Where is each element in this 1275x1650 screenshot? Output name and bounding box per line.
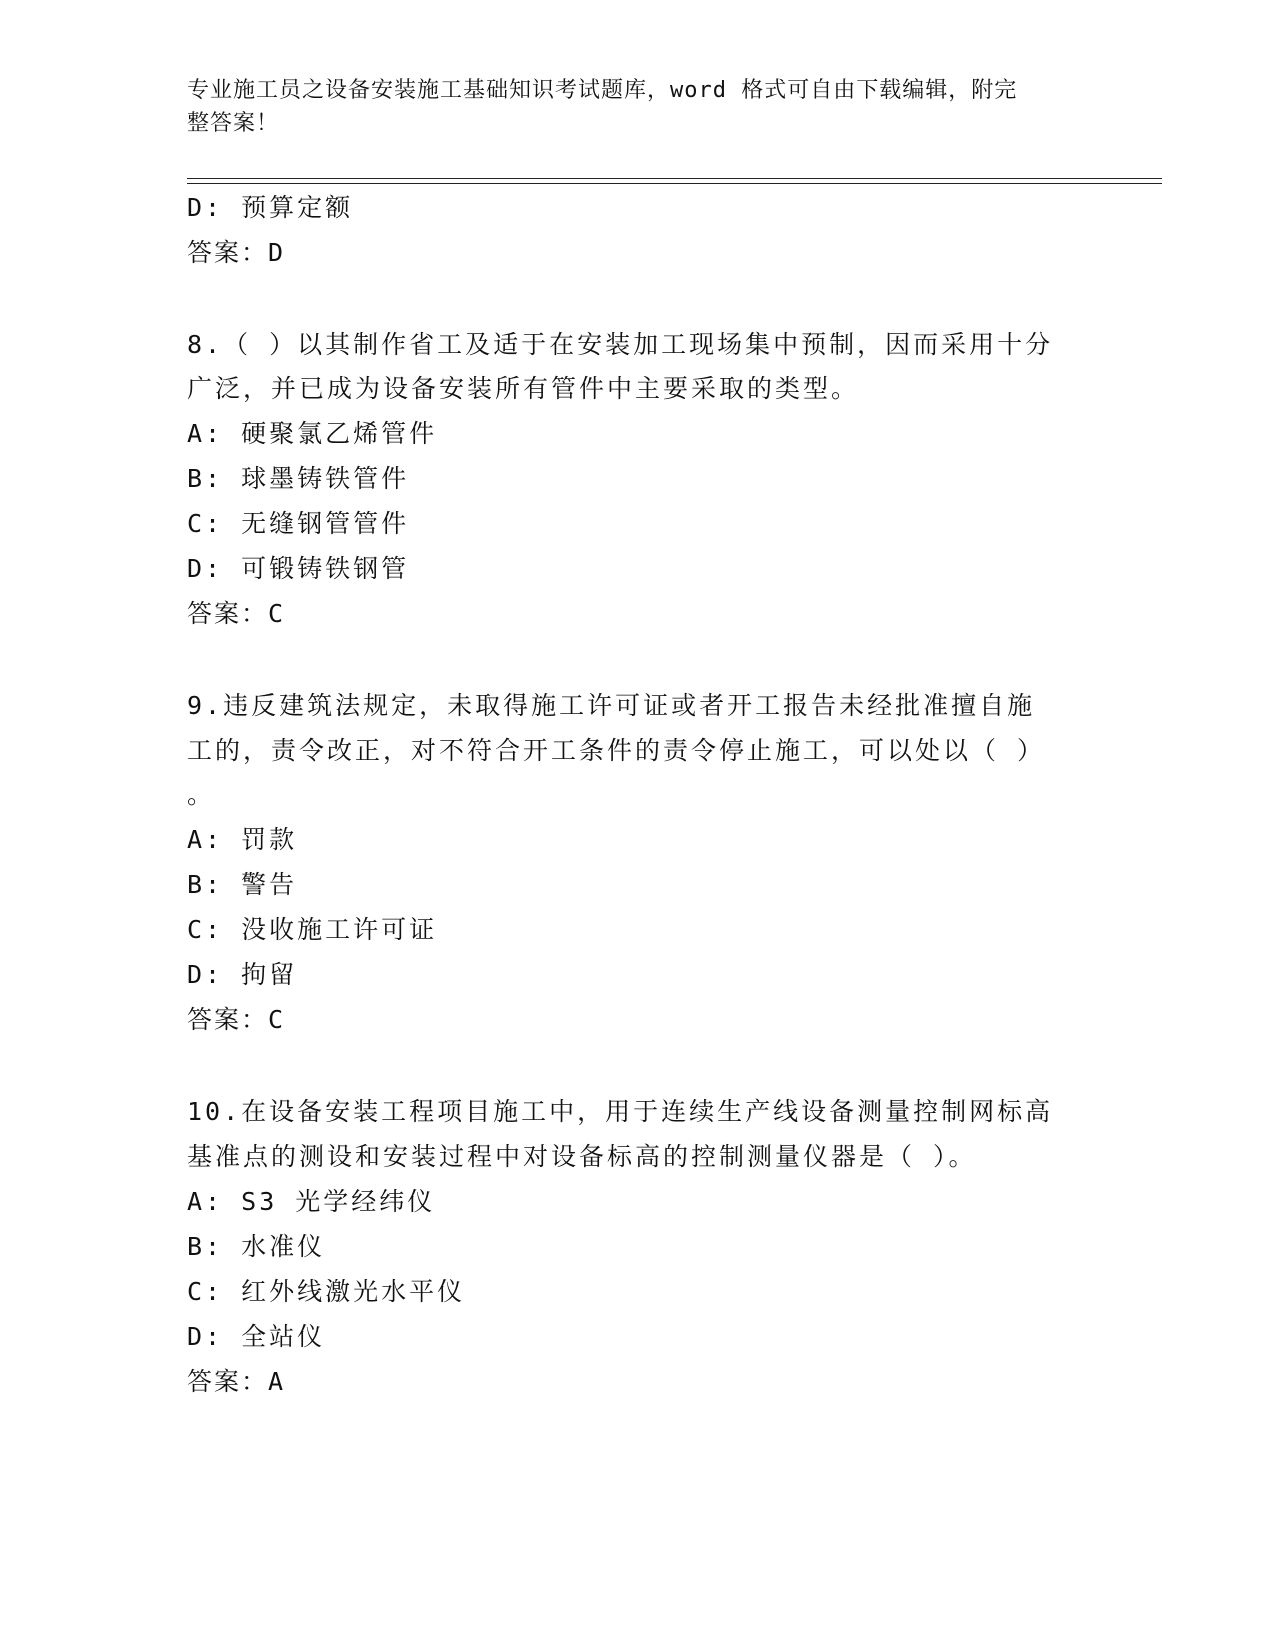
q9-stem-line-1: 9.违反建筑法规定，未取得施工许可证或者开工报告未经批准擅自施 <box>187 691 1036 720</box>
q10-stem-line-2: 基准点的测设和安装过程中对设备标高的控制测量仪器是（ ）。 <box>187 1142 977 1171</box>
q8-option-c: C: 无缝钢管管件 <box>187 509 410 538</box>
q10-option-a: A: S3 光学经纬仪 <box>187 1187 436 1216</box>
header-title-line-2: 整答案！ <box>187 111 280 136</box>
q9-option-c: C: 没收施工许可证 <box>187 915 438 944</box>
q9-stem-line-2: 工的，责令改正，对不符合开工条件的责令停止施工，可以处以（ ） <box>187 736 1046 765</box>
q8-option-d: D: 可锻铸铁钢管 <box>187 554 410 583</box>
q9-option-b: B: 警告 <box>187 870 298 899</box>
q7-option-d: D: 预算定额 <box>187 193 354 222</box>
q9-option-a: A: 罚款 <box>187 825 298 854</box>
q10-answer: 答案：A <box>187 1367 286 1396</box>
q10-option-c: C: 红外线激光水平仪 <box>187 1277 466 1306</box>
q7-answer: 答案：D <box>187 238 286 267</box>
q10-stem-line-1: 10.在设备安装工程项目施工中，用于连续生产线设备测量控制网标高 <box>187 1097 1054 1126</box>
header-divider-bottom <box>187 183 1162 184</box>
q8-answer: 答案：C <box>187 599 286 628</box>
header-divider-top <box>187 178 1162 179</box>
header-title-line-1: 专业施工员之设备安装施工基础知识考试题库，word 格式可自由下载编辑，附完 <box>187 78 1018 103</box>
q8-stem-line-2: 广泛，并已成为设备安装所有管件中主要采取的类型。 <box>187 374 860 403</box>
document-header <box>187 74 1067 140</box>
q8-stem-line-1: 8.（ ）以其制作省工及适于在安装加工现场集中预制，因而采用十分 <box>187 330 1054 359</box>
q9-stem-line-3: 。 <box>187 780 216 809</box>
q10-option-b: B: 水准仪 <box>187 1232 326 1261</box>
q10-option-d: D: 全站仪 <box>187 1322 326 1351</box>
q8-option-a: A: 硬聚氯乙烯管件 <box>187 419 438 448</box>
q9-answer: 答案：C <box>187 1005 286 1034</box>
q9-option-d: D: 拘留 <box>187 960 298 989</box>
q8-option-b: B: 球墨铸铁管件 <box>187 464 410 493</box>
